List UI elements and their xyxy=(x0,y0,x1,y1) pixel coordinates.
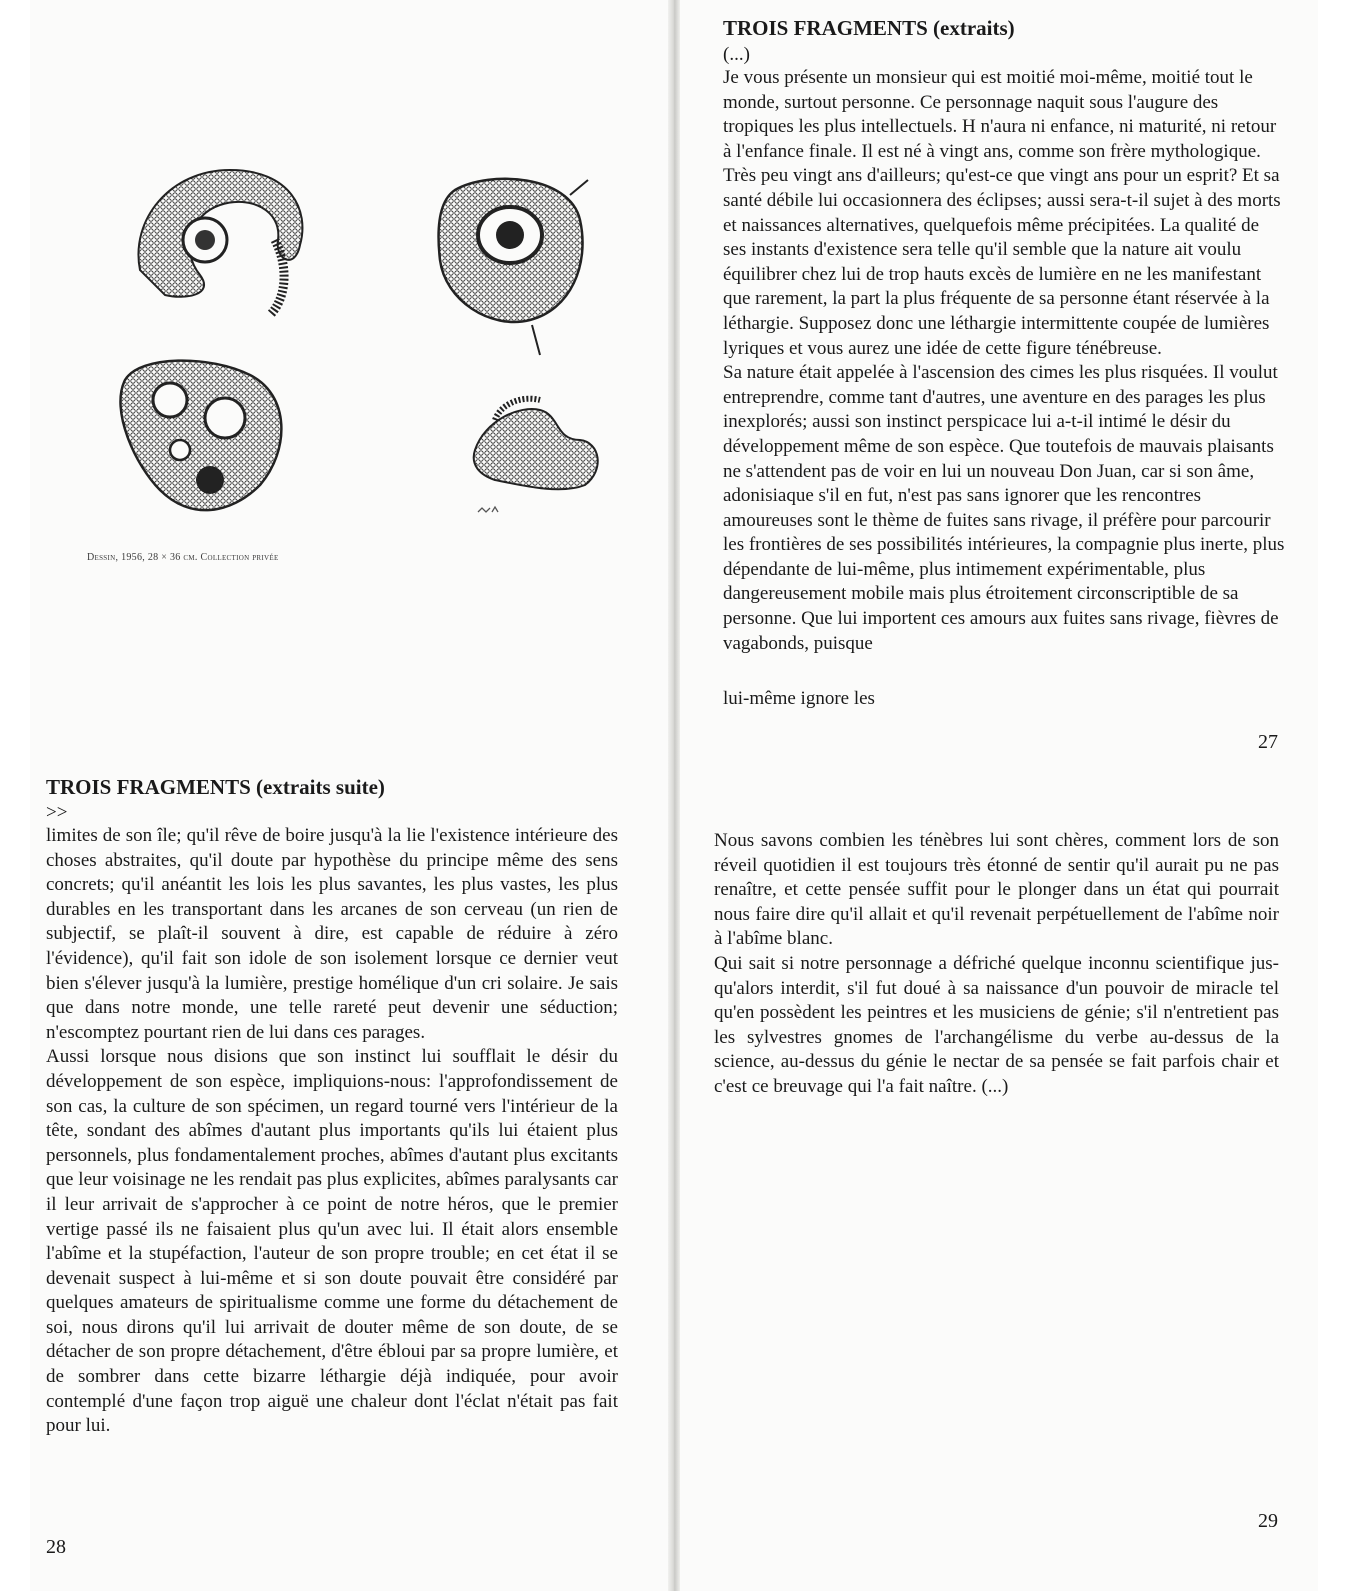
paragraph: Sa nature était appelée à l'ascension des cimes les plus risquées. Il voulut entreprendre, comme tant d'autres, une aventure en des parages les plus inexplorés; aussi son instinct perspicace lui a-t-il intimé le désir du développement même de son espèce. Que toutefois de mauvais plaisants ne s'attendent pas de voir en lui un nouveau Don Juan, car si son âme, adonisiaque s'il en fut, n'est pas sans ignorer que les rencontres amoureuses sont le thème de fuites sans rivage, il préfère pour parcourir les frontières de ses possibilités intérieures, la compagnie plus inerte, plus dépendante de lui-même, plus intimement expérimentable, plus dangereusement mobile mais plus étroitement circonscriptible de sa personne. Que lui importent ces amours aux fuites sans rivage, fièvres de vagabonds, puisque xyxy=(723,362,1285,654)
page-number: 28 xyxy=(46,1536,66,1558)
ellipsis-marker: (...) xyxy=(723,44,750,65)
title-suffix: (extraits suite) xyxy=(250,775,385,799)
drawing-illustration xyxy=(100,150,620,540)
book-gutter xyxy=(668,0,680,1591)
title-suffix: (extraits) xyxy=(927,16,1015,40)
continuation-marker: >> xyxy=(46,802,68,823)
paragraph: Qui sait si notre personnage a défriché quelque inconnu scientifique jus-qu'alors interdit, s'il fut doué à sa naissance d'un pouvoir de miracle tel qu'en possèdent les peintres et les musiciens de génie; s'il n'entretient pas les sylvestres gnomes de l'archangélisme du verbe au-dessus de la science, au-dessus du génie le nectar de sa pensée se fait parfois chair et c'est ce breuvage qui l'a fait naître. (...) xyxy=(714,952,1279,1097)
drawing-form-2 xyxy=(439,179,588,355)
paragraph: limites de son île; qu'il rêve de boire jusqu'à la lie l'existence intérieure des choses abstraites, qu'il doute par hypothèse du principe même des sens concrets; qu'il anéantit les lois les plus savantes, les plus vastes, les plus durables en les transportant dans les arcanes de son cerveau (un rien de subjectif, se plaît-il souvent à dire, est capable de réduire à zéro l'évidence), qu'il fait son idole de son isolement lorsque ce dernier veut bien s'élever jusqu'à la lumière, prestige homélique d'un cri solaire. Je sais que dans notre monde, une telle rareté peut devenir une séduction; n'escomptez pourtant rien de lui dans ces parages. xyxy=(46,825,618,1043)
drawing-form-4 xyxy=(474,399,598,512)
illustration-caption: Dessin, 1956, 28 × 36 cm. Collection privée xyxy=(87,552,279,563)
paragraph: Nous savons combien les ténèbres lui sont chères, comment lors de son réveil quotidien il est toujours très étonné de sentir qu'il aurait pu ne pas renaître, et cette pensée suffit pour le plonger dans un état qui pourrait nous faire dire qu'il allait et qu'il revenait perpétuellement de l'abîme noir à l'abîme blanc. xyxy=(714,830,1279,950)
continued-line: lui-même ignore les xyxy=(723,688,875,709)
drawing-form-1 xyxy=(138,170,302,315)
title-bold: TROIS FRAGMENTS xyxy=(46,775,251,799)
page-title xyxy=(723,16,1015,41)
text-body-page-27 xyxy=(723,66,1285,656)
page-title xyxy=(46,775,385,800)
text-body-page-29 xyxy=(714,829,1279,1100)
paragraph: Je vous présente un monsieur qui est moitié moi-même, moitié tout le monde, surtout personne. Ce personnage naquit sous l'augure des tropiques les plus intellectuels. H n'aura ni enfance, ni maturité, ni retour à l'enfance finale. Il est né à vingt ans, comme son frère mythologique. Très peu vingt ans d'ailleurs; qu'est-ce que vingt ans pour un esprit? Et sa santé débile lui occasionnera des éclipses; aussi sera-t-il sujet à des morts et naissances alternatives, quelquefois même précipitées. La qualité de ses instants d'existence sera telle qu'il semble que la nature ait voulu équilibrer chez lui de trop hauts excès de lumière en ne les manifestant que rarement, la part la plus fréquente de sa personne étant réservée à la léthargie. Supposez donc une léthargie intermittente coupée de lumières lyriques et vous aurez une idée de cette figure ténébreuse. xyxy=(723,67,1281,359)
drawing-form-3 xyxy=(120,361,281,511)
title-bold: TROIS FRAGMENTS xyxy=(723,16,928,40)
text-body-page-28 xyxy=(46,824,618,1439)
page-number: 27 xyxy=(1258,731,1278,753)
paragraph: Aussi lorsque nous disions que son instinct lui soufflait le désir du développement de son espèce, impliquions-nous: l'approfondissement de son cas, la culture de son spécimen, un regard tourné vers l'intérieur de la tête, sondant des abîmes d'autant plus importants qu'ils lui étaient plus personnels, plus fondamentalement proches, abîmes d'autant plus excitants que leur voisinage ne les rendait pas plus explicites, abîmes paralysants car il leur arrivait de s'approcher à ce point de notre héros, que le premier vertige passé ils ne faisaient plus qu'un avec lui. Il était alors ensemble l'abîme et la stupéfaction, l'auteur de son propre trouble; en cet état il se devenait suspect à lui-même et si son doute pouvait être considéré par quelques amateurs de spiritualisme comme une forme du détachement de soi, nous dirons qu'il lui arrivait de douter même de son doute, de se détacher de son propre détachement, d'être ébloui par sa propre lumière, et de sombrer dans cette bizarre léthargie déjà indiquée, pour avoir contemplé d'une façon trop aiguë une chaleur dont l'éclat n'était pas fait pour lui. xyxy=(46,1046,618,1437)
page-number: 29 xyxy=(1258,1510,1278,1532)
